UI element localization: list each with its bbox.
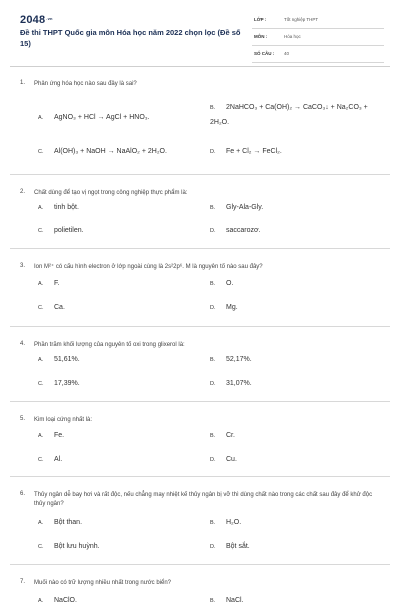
option-c[interactable] [38,302,198,314]
option-text: H₂O. [226,519,242,526]
option-c[interactable] [38,146,208,158]
option-b[interactable] [210,517,370,529]
meta-row-class [252,14,384,29]
question-5 [10,402,390,477]
question-6 [10,477,390,565]
option-label: B. [210,105,216,111]
option-label: A. [38,205,44,211]
question-number: 2. [20,189,26,195]
logo-text: 2048 [20,14,46,26]
site-logo[interactable] [20,14,53,26]
option-a[interactable] [38,517,198,529]
option-label: B. [210,520,216,526]
option-a[interactable] [38,595,198,607]
option-text: Fe + Cl₂ → FeCl₂. [226,148,282,155]
option-a[interactable] [38,202,198,214]
option-text: AgNO₃ + HCl → AgCl + HNO₃. [54,114,150,121]
option-label: D. [210,305,216,311]
meta-value: Hóa học [284,34,301,39]
option-b[interactable] [210,595,370,607]
option-c[interactable] [38,378,198,390]
option-label: C. [38,457,44,463]
option-text: NaClO. [54,597,77,604]
meta-value: 40 [284,51,290,56]
option-text: 31,07%. [226,380,252,387]
option-label: C. [38,544,44,550]
question-text: Phản ứng hóa học nào sau đây là sai? [34,81,137,87]
option-label: A. [38,281,44,287]
question-text: Kim loại cứng nhất là: [34,417,93,423]
option-a[interactable] [38,430,198,442]
exam-header [0,0,400,64]
meta-key: MÔN : [254,34,268,39]
option-label: B. [210,205,216,211]
question-number: 7. [20,579,26,585]
option-label: D. [210,544,216,550]
option-label: D. [210,381,216,387]
question-text: Phần trăm khối lượng của nguyên tố oxi trong glixerol là: [34,342,185,348]
option-text: 52,17%. [226,356,252,363]
question-number: 4. [20,341,26,347]
option-label: A. [38,357,44,363]
option-label: D. [210,149,216,155]
question-7 [10,565,390,605]
exam-meta [252,14,384,65]
question-number: 6. [20,491,26,497]
option-label: C. [38,305,44,311]
meta-key: SỐ CÂU : [254,51,275,56]
option-text: polietilen. [54,227,84,234]
option-text: Fe. [54,432,65,439]
option-c[interactable] [38,225,198,237]
question-number: 1. [20,80,26,86]
option-d[interactable] [210,454,370,466]
option-b[interactable] [210,278,370,290]
question-text: Ion M²⁺ có cấu hình electron ở lớp ngoài cùng là 2s²2p⁶. M là nguyên tố nào sau đây? [34,264,263,270]
exam-title: Đề thi THPT Quốc gia môn Hóa học năm 2022 chọn lọc (Đề số 15) [20,28,241,48]
option-text: Bột sắt. [226,543,250,550]
option-text: 51,61%. [54,356,80,363]
option-label: D. [210,228,216,234]
question-number: 5. [20,416,26,422]
option-a[interactable] [38,112,198,124]
option-text: Cu. [226,456,237,463]
option-d[interactable] [210,302,370,314]
option-text: 2NaHCO₃ + Ca(OH)₂ → CaCO₃↓ + Na₂CO₃ + 2H₂O. [210,104,368,127]
option-d[interactable] [210,541,370,553]
option-text: Mg. [226,304,238,311]
question-text: Muối nào có trữ lượng nhiều nhất trong nước biển? [34,580,171,586]
option-label: B. [210,433,216,439]
option-text: Ca. [54,304,65,311]
option-label: C. [38,381,44,387]
option-text: saccarozơ. [226,227,261,234]
option-text: Bột lưu huỳnh. [54,543,100,550]
option-d[interactable] [210,225,370,237]
option-text: Al. [54,456,63,463]
option-label: C. [38,149,44,155]
option-b[interactable] [210,100,382,131]
question-1 [10,66,390,175]
option-text: 17,39%. [54,380,80,387]
option-c[interactable] [38,454,198,466]
meta-key: LỚP : [254,17,267,22]
option-text: tinh bột. [54,204,79,211]
option-a[interactable] [38,354,198,366]
option-label: A. [38,598,44,604]
question-list [0,66,400,605]
option-b[interactable] [210,354,370,366]
option-c[interactable] [38,541,198,553]
option-b[interactable] [210,202,370,214]
option-label: A. [38,115,44,121]
logo-domain: .vn [46,16,53,21]
meta-row-subject [252,31,384,46]
question-number: 3. [20,263,26,269]
option-label: B. [210,598,216,604]
question-3 [10,249,390,327]
option-label: A. [38,433,44,439]
option-text: NaCl. [226,597,244,604]
option-label: D. [210,457,216,463]
question-4 [10,327,390,402]
meta-value: Tốt nghiệp THPT [284,17,319,22]
question-2 [10,175,390,249]
option-label: B. [210,357,216,363]
option-label: B. [210,281,216,287]
option-text: Cr. [226,432,235,439]
option-d[interactable] [210,146,380,158]
option-text: Bột than. [54,519,83,526]
option-text: Al(OH)₃ + NaOH → NaAlO₂ + 2H₂O. [54,148,167,155]
option-label: A. [38,520,44,526]
option-label: C. [38,228,44,234]
question-text: Chất dùng để tạo vị ngọt trong công nghiệp thực phẩm là: [34,190,188,196]
meta-row-count [252,48,384,63]
question-text: Thủy ngân dễ bay hơi và rất độc, nếu chẳng may nhiệt kế thủy ngân bị vỡ thì dùng chất nào trong các chất sau đây để khử độc thủy ngân? [34,492,373,508]
option-text: F. [54,280,60,287]
option-d[interactable] [210,378,370,390]
option-a[interactable] [38,278,198,290]
option-text: Gly-Ala-Gly. [226,204,264,211]
option-b[interactable] [210,430,370,442]
option-text: O. [226,280,234,287]
